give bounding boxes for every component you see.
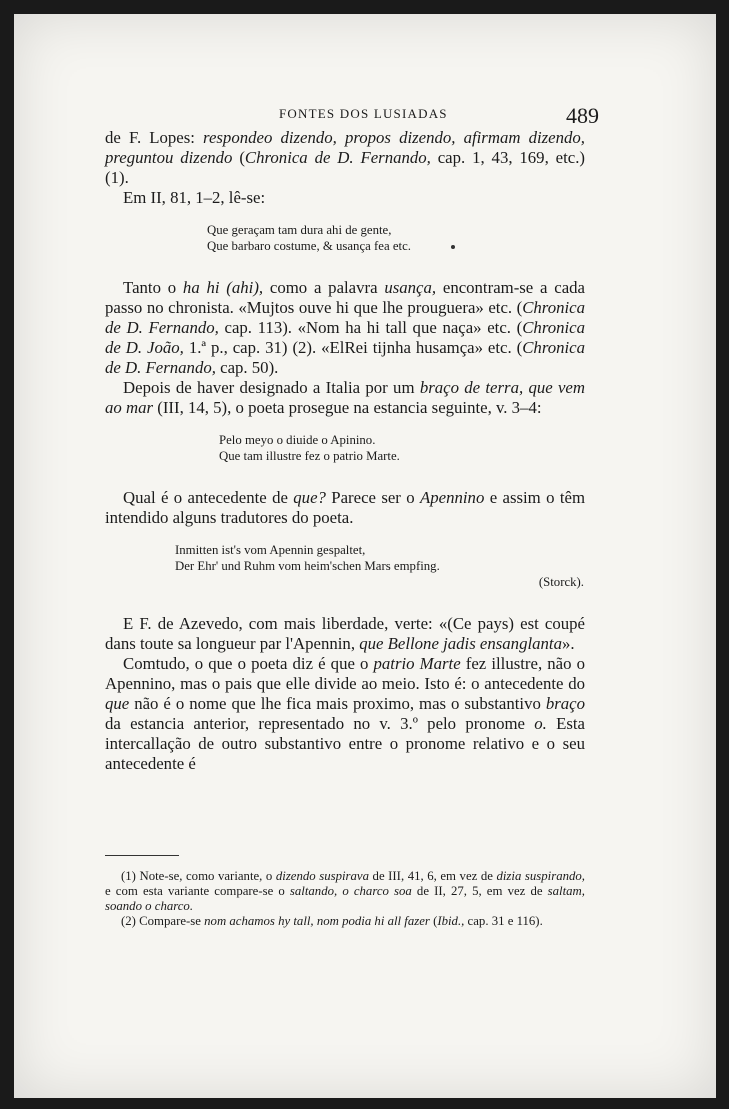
page-number: 489 [566,103,599,128]
quote-line: Pelo meyo o diuide o Apinino. [219,433,376,447]
quote-storck [105,542,585,590]
quote-attribution: (Storck). [538,575,584,589]
page-header [119,103,599,130]
footnote-1: (1) Note-se, como variante, o dizendo suspirava de III, 41, 6, em vez de dizia suspirando, e com esta variante compare-se o saltando, o charco soa de II, 27, 5, em vez de saltam, soando o charco. [105,869,585,913]
paragraph-2: Em II, 81, 1–2, lê-se: [123,188,266,207]
quote-line: Que barbaro costume, & usança fea etc. [207,238,585,254]
quote-line: Inmitten ist's vom Apennin gespaltet, [175,543,366,557]
paragraph-3: Tanto o ha hi (ahi), como a palavra usança, encontram-se a cada passo no chronista. «Mujtos ouve hi que lhe prouguera» etc. (Chronica de D. Fernando, cap. 113). «Nom ha hi tall que naça» etc. (Chronica de D. João, 1.ª p., cap. 31) (2). «ElRei tijnha husamça» etc. (Chronica de D. Fernando, cap. 50). [105,278,586,377]
quote-line: Der Ehr' und Ruhm vom heim'schen Mars empfing. [175,559,440,573]
quote-camoes-2 [105,432,585,464]
running-head: FONTES DOS LUSIADAS [279,106,448,121]
footnote-2: (2) Compare-se nom achamos hy tall, nom podia hi all fazer (Ibid., cap. 31 e 116). [121,914,543,928]
paragraph-1: de F. Lopes: respondeo dizendo, propos dizendo, afirmam dizendo, preguntou dizendo (Chronica de D. Fernando, cap. 1, 43, 169, etc.) (1). [105,128,585,187]
paragraph-4: Depois de haver designado a Italia por um braço de terra, que vem ao mar (III, 14, 5), o poeta prosegue na estancia seguinte, v. 3–4: [105,378,585,417]
paragraph-7: Comtudo, o que o poeta diz é que o patrio Marte fez illustre, não o Apennino, mas o pais que elle divide ao meio. Isto é: o antecedente do que não é o nome que lhe fica mais proximo, mas o substantivo braço da estancia anterior, representado no v. 3.º pelo pronome o. Esta intercallação de outro substantivo entre o pronome relativo e o seu antecedente é [105,654,585,773]
quote-camoes-1 [105,222,585,254]
body-text [105,128,585,774]
quote-line: Que geraçam tam dura ahi de gente, [207,223,392,237]
footnotes [105,855,585,929]
printer-mark-icon [451,245,455,249]
footnote-rule [105,855,179,856]
quote-line: Que tam illustre fez o patrio Marte. [219,449,400,463]
paragraph-5: Qual é o antecedente de que? Parece ser o Apennino e assim o têm intendido alguns tradutores do poeta. [105,488,585,527]
paragraph-6: E F. de Azevedo, com mais liberdade, verte: «(Ce pays) est coupé dans toute sa longueur par l'Apennin, que Bellone jadis ensanglanta». [105,614,585,653]
